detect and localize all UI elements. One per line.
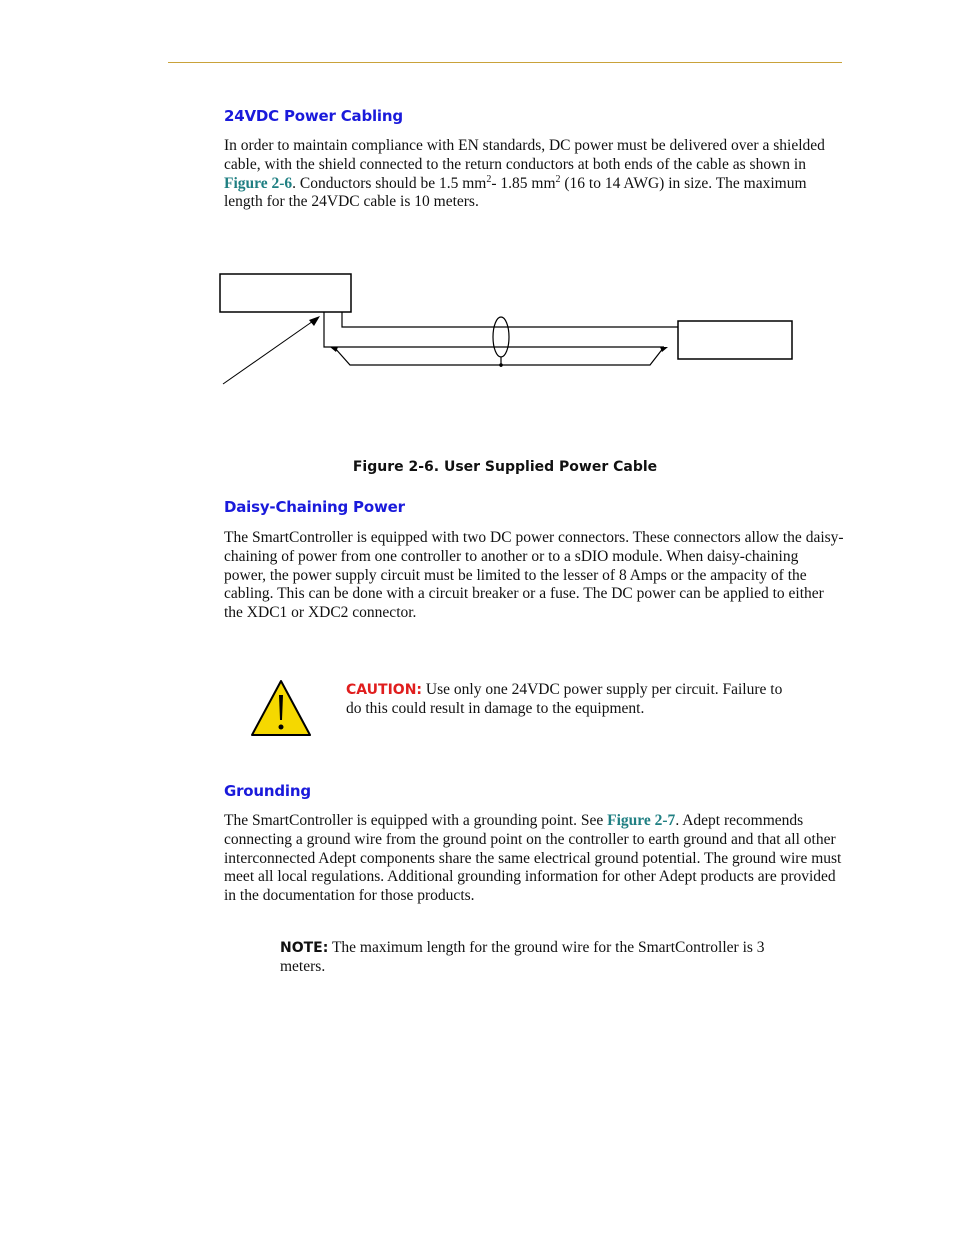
paragraph-24vdc: In order to maintain compliance with EN standards, DC power must be delivered over a shielded cable, with the shield connected to the return conductors at both ends of the cable as shown in Figure 2-6. Conductors should be 1.5 $mm^2-$ 1.85 $mm^2$ (16 to 14 AWG) in size. The maximum length for the 24VDC cable is 10 meters. [224,137,825,211]
power-cable-diagram [0,0,954,440]
section-heading-24vdc: 24VDC Power Cabling [224,107,403,125]
figure-2-7-link[interactable]: Figure 2-7 [607,812,676,829]
power-supply-box [220,274,351,312]
figure-caption: Figure 2-6. User Supplied Power Cable [352,459,658,475]
caution-label: CAUTION: [346,682,423,698]
paragraph-grounding: The SmartController is equipped with a grounding point. See Figure 2-7. Adept recommends connecting a ground wire from the ground point on the controller to earth ground and that all other interconnected Adept components share the same electrical ground potential. The ground wire must meet all local regulations. Additional grounding information for other Adept products are provided in the documentation for those products. [224,812,842,905]
section-heading-grounding: Grounding [224,782,311,800]
supply-conductor [342,312,678,327]
warning-triangle-icon [250,679,312,737]
note: NOTE: The maximum length for the ground wire for the SmartController is 3 meters. [280,939,765,975]
figure-2-6-link[interactable]: Figure 2-6 [224,174,293,192]
arrow-head-icon [309,316,320,326]
caution-note: CAUTION: Use only one 24VDC power supply per circuit. Failure to do this could result in damage to the equipment. [346,681,783,717]
paragraph-daisy-chaining: The SmartController is equipped with two DC power connectors. These connectors allow the daisy-chaining of power from one controller to another or to a sDIO module. When daisy-chaining power, the power supply circuit must be limited to the lesser of 8 Amps or the ampacity of the cabling. This can be done with a circuit breaker or a fuse. The DC power can be applied to either the XDC1 or XDC2 connector. [224,529,844,622]
note-label: NOTE: [280,940,329,956]
controller-box [678,321,792,359]
shield-symbol [493,317,509,357]
pointer-arrow [223,319,316,384]
section-heading-daisy-chaining: Daisy-Chaining Power [224,498,405,516]
